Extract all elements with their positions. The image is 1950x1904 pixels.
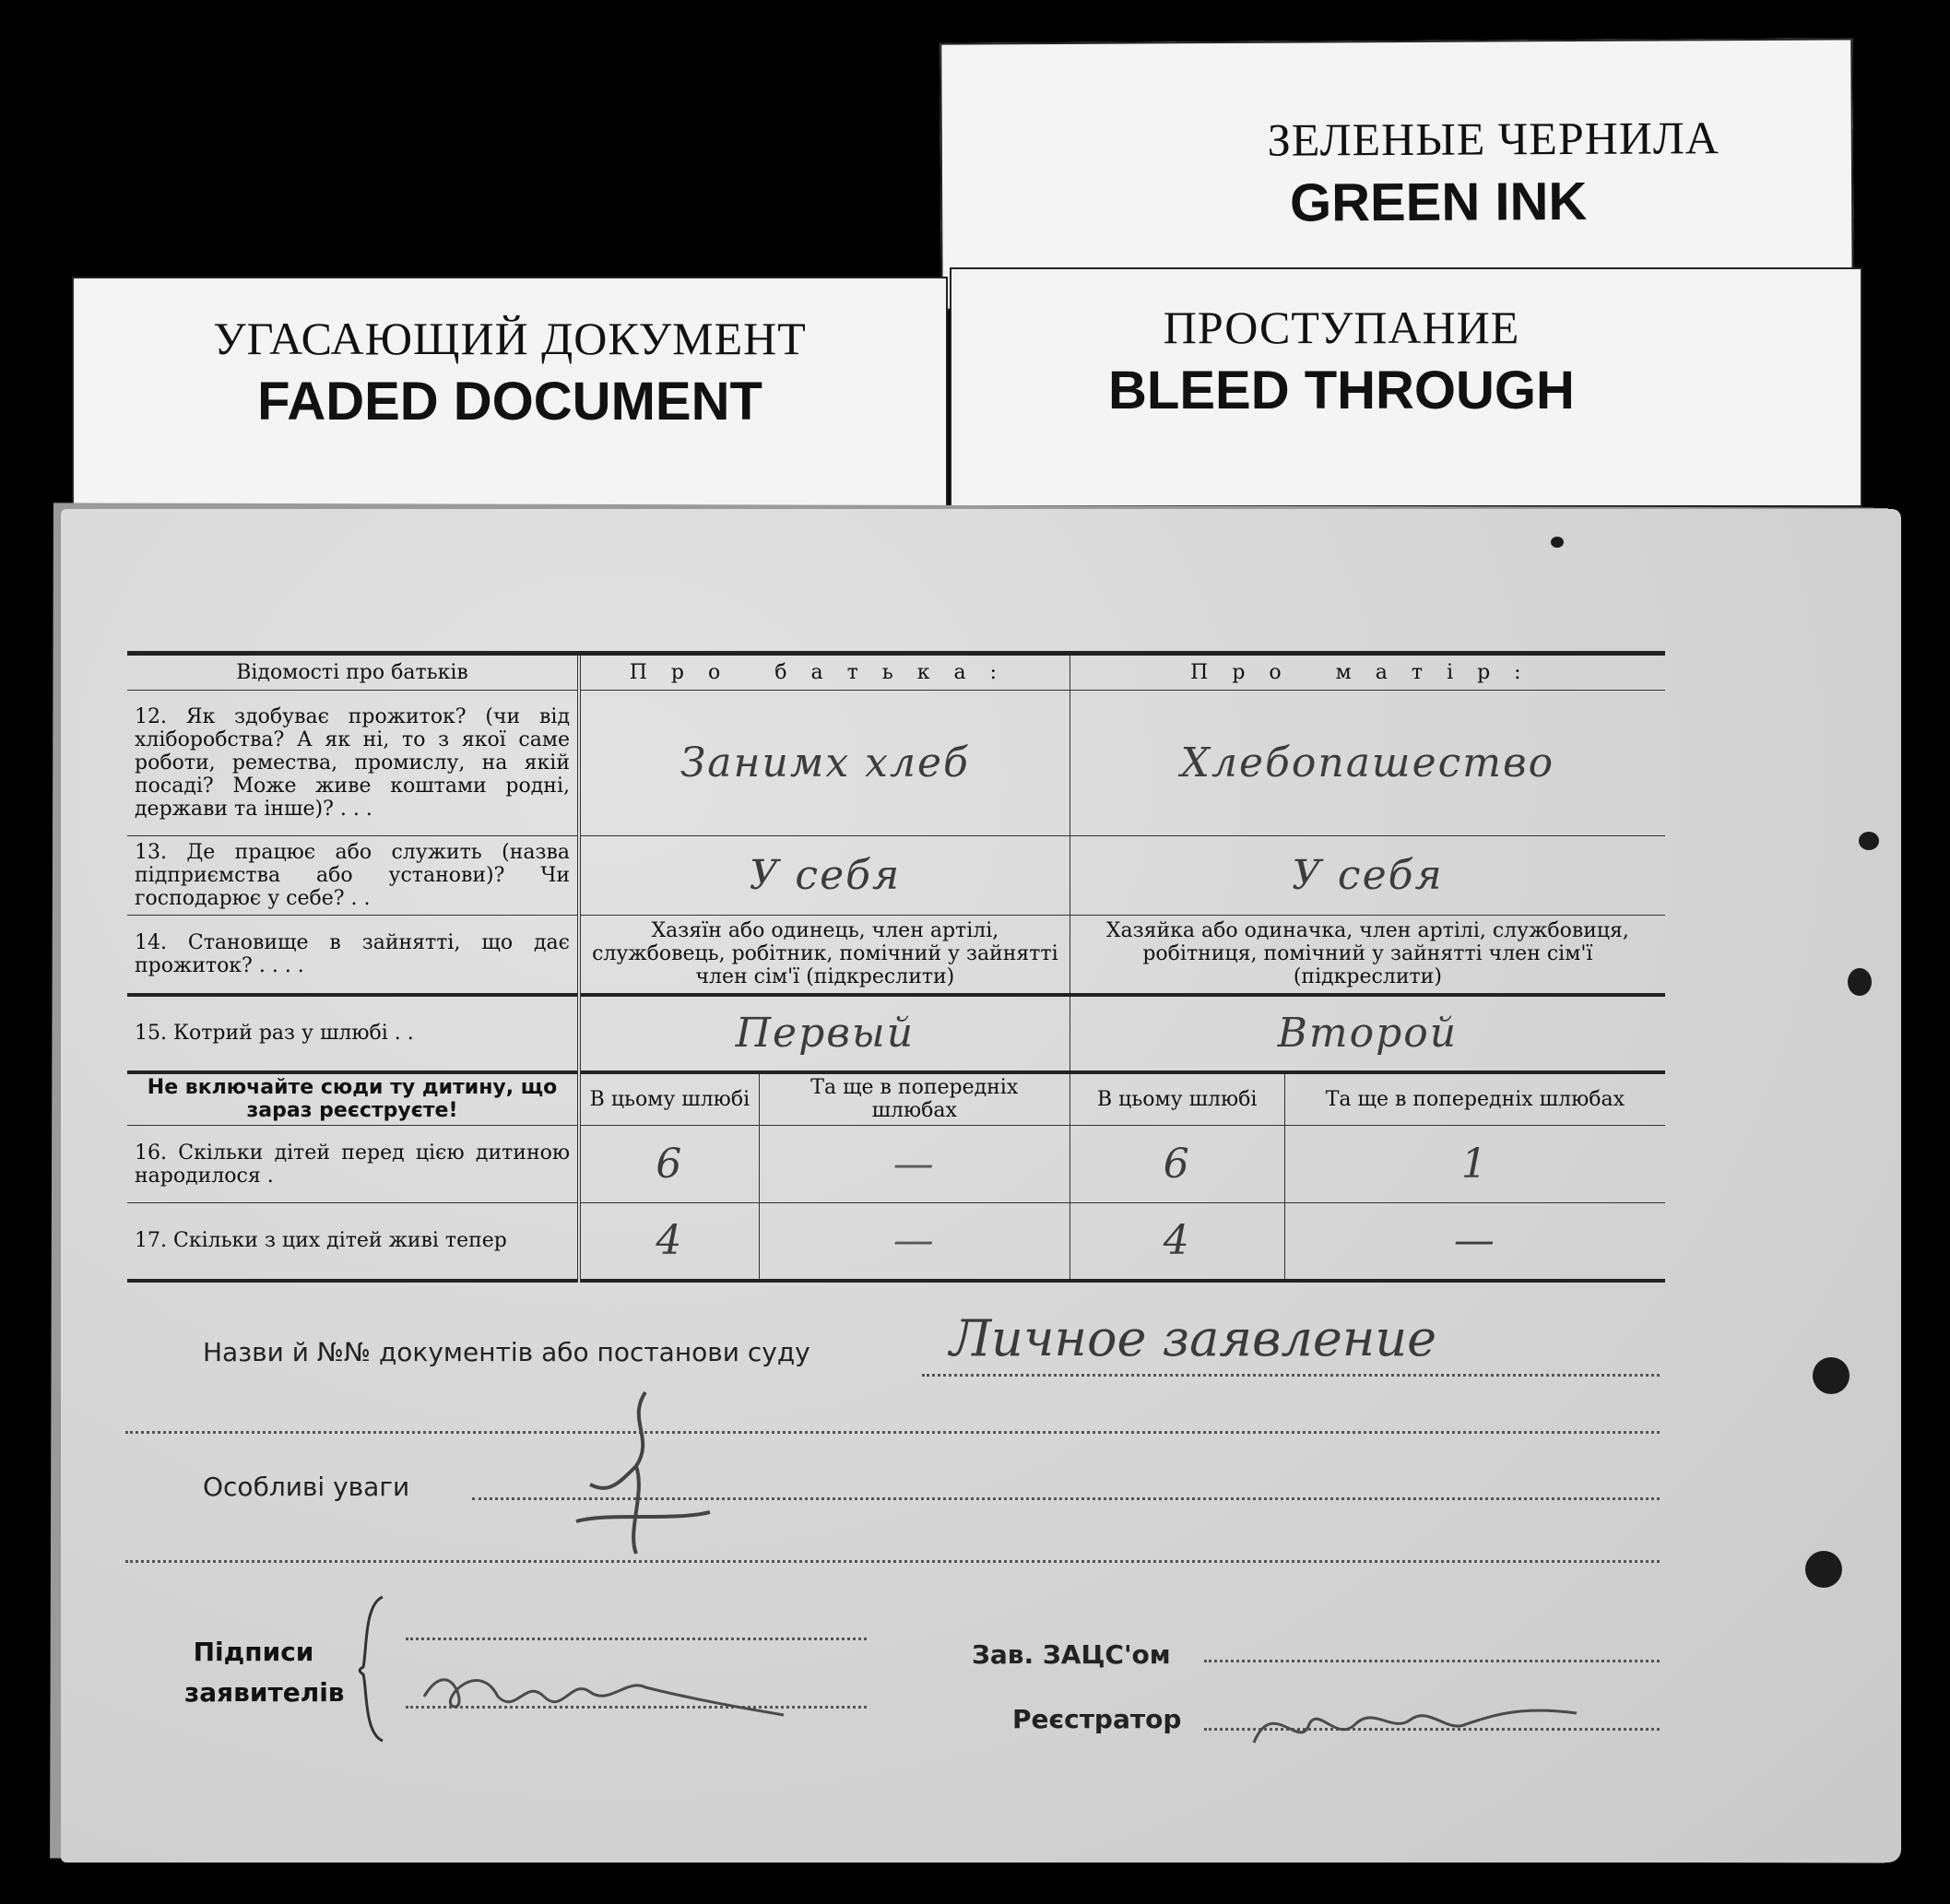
mother-children-alive-this: 4 — [1070, 1203, 1284, 1281]
label-bleed-en: BLEED THROUGH — [1108, 361, 1575, 420]
applicants-signature-label — [184, 1632, 345, 1713]
mother-workplace: У себя — [1070, 836, 1665, 916]
applicant-signature-line-1 — [406, 1638, 867, 1640]
mother-occupation: Хлебопашество — [1070, 691, 1665, 836]
father-children-born-this: 6 — [579, 1126, 759, 1203]
documents-line — [922, 1374, 1660, 1377]
remarks-pen-stroke — [572, 1383, 728, 1558]
question-16: 16. Скільки дітей перед цією дитиною народилося . — [127, 1126, 579, 1203]
applicant-signature — [415, 1641, 802, 1733]
table-row-15 — [127, 995, 1665, 1072]
father-occupation: Занимх хлеб — [579, 691, 1070, 836]
table-row-17 — [127, 1203, 1665, 1281]
header-father: Про батька: — [579, 654, 1070, 691]
punch-hole — [1805, 1551, 1842, 1588]
registry-head-label: Зав. ЗАЦС'ом — [972, 1639, 1171, 1670]
registrar-signature — [1245, 1678, 1613, 1761]
remarks-label: Особливі уваги — [203, 1472, 410, 1502]
label-faded-ru: УГАСАЮЩИЙ ДОКУМЕНТ — [213, 313, 807, 364]
punch-hole — [1859, 832, 1879, 850]
label-card-faded-document — [72, 277, 948, 516]
punch-hole — [1551, 537, 1564, 548]
father-previous-header: Та ще в попередніх шлюбах — [759, 1072, 1070, 1126]
label-faded-en: FADED DOCUMENT — [257, 372, 762, 432]
registrar-label: Реєстратор — [1012, 1704, 1182, 1734]
question-12: 12. Як здобуває прожиток? (чи від хліборобства? А як ні, то з якої саме роботи, ремества, промислу, на якій посаді? Може живе коштами родні, держави та інше)? . . . — [127, 691, 579, 836]
applicants-label-line-1: Підписи — [193, 1637, 314, 1667]
father-children-born-prev: — — [759, 1126, 1070, 1203]
mother-marriage-count: Второй — [1070, 995, 1665, 1072]
applicants-label-line-2: заявителів — [184, 1677, 345, 1708]
children-subheader-row — [127, 1072, 1665, 1126]
table-row-13 — [127, 836, 1665, 916]
father-children-alive-prev: — — [759, 1203, 1070, 1281]
mother-previous-header: Та ще в попередніх шлюбах — [1284, 1072, 1665, 1126]
label-card-bleed-through — [950, 267, 1862, 507]
father-children-alive-this: 4 — [579, 1203, 759, 1281]
punch-hole — [1813, 1357, 1850, 1394]
mother-children-born-this: 6 — [1070, 1126, 1284, 1203]
header-mother: Про матір: — [1070, 654, 1665, 691]
table-row-16 — [127, 1126, 1665, 1203]
father-employment-status: Хазяїн або одинець, член артілі, службовець, робітник, помічний у зайнятті член сім'ї (підкреслити) — [579, 916, 1070, 995]
punch-hole — [1848, 968, 1872, 996]
documents-label: Назви й №№ документів або постанови суду — [203, 1337, 810, 1367]
father-marriage-count: Первый — [579, 995, 1070, 1072]
parents-info-table — [127, 651, 1665, 1283]
father-workplace: У себя — [579, 836, 1070, 916]
documents-value: Личное заявление — [950, 1309, 1437, 1367]
mother-children-alive-prev: — — [1284, 1203, 1665, 1281]
mother-employment-status: Хазяйка або одиначка, член артілі, службовиця, робітниця, помічний у зайнятті член сім'ї (підкреслити) — [1070, 916, 1665, 995]
question-14: 14. Становище в зайнятті, що дає прожиток? . . . . — [127, 916, 579, 995]
table-header-row — [127, 654, 1665, 691]
label-green-ru: ЗЕЛЕНЫЕ ЧЕРНИЛА — [1267, 112, 1720, 166]
table-row-12 — [127, 691, 1665, 836]
registry-head-line — [1204, 1660, 1660, 1662]
documents-line-2 — [125, 1431, 1660, 1434]
applicants-bracket — [350, 1595, 387, 1743]
children-note: Не включайте сюди ту дитину, що зараз реєструєте! — [127, 1072, 579, 1126]
question-13: 13. Де працює або служить (назва підприємства або установи)? Чи господарює у себе? . . — [127, 836, 579, 916]
question-15: 15. Котрий раз у шлюбі . . — [127, 995, 579, 1072]
remarks-line-2 — [125, 1560, 1660, 1563]
label-bleed-ru: ПРОСТУПАНИЕ — [1163, 302, 1520, 353]
label-green-en: GREEN INK — [1289, 171, 1588, 233]
mother-this-marriage-header: В цьому шлюбі — [1070, 1072, 1284, 1126]
mother-children-born-prev: 1 — [1284, 1126, 1665, 1203]
table-row-14 — [127, 916, 1665, 995]
header-parents-info: Відомості про батьків — [127, 654, 579, 691]
question-17: 17. Скільки з цих дітей живі тепер — [127, 1203, 579, 1281]
father-this-marriage-header: В цьому шлюбі — [579, 1072, 759, 1126]
